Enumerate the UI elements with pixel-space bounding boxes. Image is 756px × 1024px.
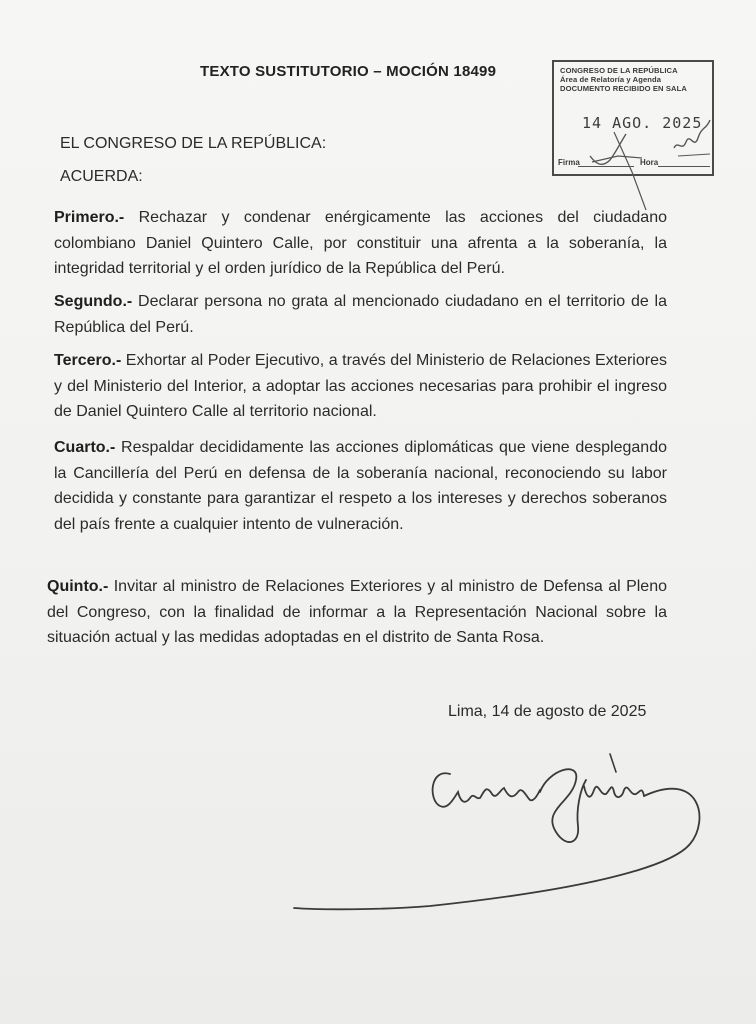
heading-congreso: EL CONGRESO DE LA REPÚBLICA: — [60, 135, 327, 152]
stamp-line-3: DOCUMENTO RECIBIDO EN SALA — [560, 84, 687, 93]
paragraph-label: Tercero.- — [54, 352, 122, 369]
place-and-date: Lima, 14 de agosto de 2025 — [448, 703, 647, 720]
paragraph-label: Cuarto.- — [54, 439, 116, 456]
paragraph-text: Respaldar decididamente las acciones diplomáticas que viene desplegando la Cancillería del Perú en defensa de la soberanía nacional, reconociendo su labor decidida y constante para garantizar el respeto a los intereses y derechos soberanos del país frente a cualquier intento de vulneración. — [54, 439, 668, 533]
paragraph-text: Declarar persona no grata al mencionado ciudadano en el territorio de la República del Perú. — [54, 293, 668, 336]
handwritten-signature — [280, 740, 720, 920]
paragraph-label: Segundo.- — [54, 293, 133, 310]
stamp-line-1: CONGRESO DE LA REPÚBLICA — [560, 66, 678, 75]
stamp-firma-line — [578, 166, 634, 167]
document-title: TEXTO SUSTITUTORIO – MOCIÓN 18499 — [200, 63, 497, 80]
paragraph-text: Rechazar y condenar enérgicamente las acciones del ciudadano colombiano Daniel Quintero Calle, por constituir una afrenta a la soberanía, la integridad territorial y el orden jurídico de la República del Perú. — [54, 209, 668, 277]
paragraph-quinto — [47, 574, 667, 651]
paragraph-label: Primero.- — [54, 209, 125, 226]
paragraph-text: Exhortar al Poder Ejecutivo, a través del Ministerio de Relaciones Exteriores y del Ministerio del Interior, a adoptar las acciones necesarias para prohibir el ingreso de Daniel Quintero Calle al territorio nacional. — [54, 352, 667, 420]
stamp-date: 14 AGO. 2025 — [582, 114, 703, 132]
paragraph-cuarto — [54, 435, 667, 537]
stamp-line-2: Área de Relatoría y Agenda — [560, 75, 662, 84]
stamp-firma-label: Firma — [558, 158, 580, 167]
stamp-hora-label: Hora — [640, 158, 659, 167]
paragraph-segundo — [54, 289, 667, 340]
paragraph-tercero — [54, 348, 667, 425]
paragraph-primero — [54, 205, 667, 282]
paragraph-text: Invitar al ministro de Relaciones Exteriores y al ministro de Defensa al Pleno del Congreso, con la finalidad de informar a la Representación Nacional sobre la situación actual y las medidas adoptadas en el distrito de Santa Rosa. — [47, 578, 667, 646]
reception-stamp — [552, 60, 714, 176]
stamp-hora-line — [658, 166, 710, 167]
paragraph-label: Quinto.- — [47, 578, 109, 595]
heading-acuerda: ACUERDA: — [60, 168, 143, 185]
